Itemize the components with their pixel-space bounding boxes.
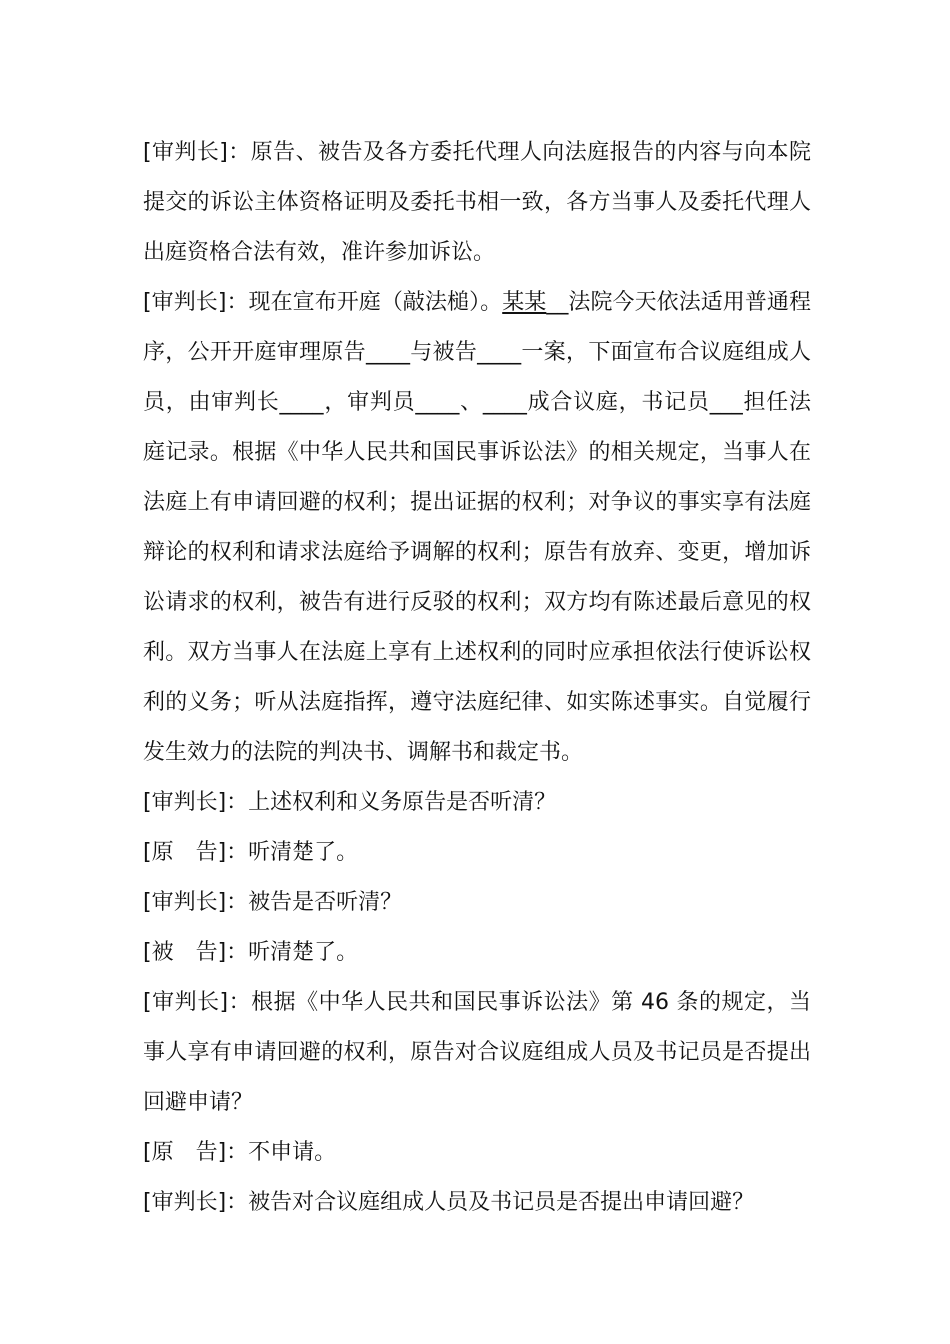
court-transcript (143, 128, 811, 1228)
paragraph-text: __法院今天依法适用普通程序，公开开庭审理原告____与被告____一案，下面宣布合议庭组成人员，由审判长____，审判员____、____成合议庭，书记员___担任法庭记录。根据《中华人民共和国民事诉讼法》的相关规定，当事人在法庭上有申请回避的权利；提出证据的权利；对争议的事实享有法庭辩论的权利和请求法庭给予调解的权利；原告有放弃、变更，增加诉讼请求的权利，被告有进行反驳的权利；双方均有陈述最后意见的权利。双方当事人在法庭上享有上述权利的同时应承担依法行使诉讼权利的义务；听从法庭指挥，遵守法庭纪律、如实陈述事实。自觉履行发生效力的法院的判决书、调解书和裁定书。 (143, 290, 811, 765)
speaker-label: [原 告] (143, 1140, 227, 1165)
speaker-label: [被 告] (143, 940, 227, 965)
speaker-label: [审判长] (143, 890, 227, 915)
speaker-label: [审判长] (143, 290, 227, 315)
transcript-paragraph (143, 1128, 811, 1178)
paragraph-text: ：被告是否听清？ (226, 890, 403, 915)
speaker-label: [审判长] (143, 790, 227, 815)
paragraph-text: ：现在宣布开庭（敲法槌）。 (226, 290, 503, 315)
transcript-paragraph (143, 928, 811, 978)
paragraph-text: ：根据《中华人民共和国民事诉讼法》第 46 条的规定，当事人享有申请回避的权利，原告对合议庭组成人员及书记员是否提出回避申请？ (143, 990, 812, 1115)
paragraph-text: ：不申请。 (226, 1140, 337, 1165)
transcript-paragraph (143, 1178, 811, 1228)
transcript-paragraph (143, 778, 811, 828)
transcript-paragraph (143, 978, 811, 1128)
speaker-label: [原 告] (143, 840, 227, 865)
transcript-paragraph (143, 278, 811, 778)
speaker-label: [审判长] (143, 1190, 227, 1215)
paragraph-text: ：原告、被告及各方委托代理人向法庭报告的内容与向本院提交的诉讼主体资格证明及委托书相一致，各方当事人及委托代理人出庭资格合法有效，准许参加诉讼。 (143, 140, 811, 265)
paragraph-text: ：听清楚了。 (226, 940, 359, 965)
speaker-label: [审判长] (143, 140, 228, 165)
transcript-paragraph (143, 878, 811, 928)
transcript-paragraph (143, 828, 811, 878)
court-name-blank: 某某 (502, 290, 547, 315)
paragraph-text: ：被告对合议庭组成人员及书记员是否提出申请回避？ (226, 1190, 755, 1215)
transcript-paragraph (143, 128, 811, 278)
paragraph-text: ：上述权利和义务原告是否听清？ (226, 790, 557, 815)
speaker-label: [审判长] (143, 990, 229, 1015)
paragraph-text: ：听清楚了。 (226, 840, 359, 865)
